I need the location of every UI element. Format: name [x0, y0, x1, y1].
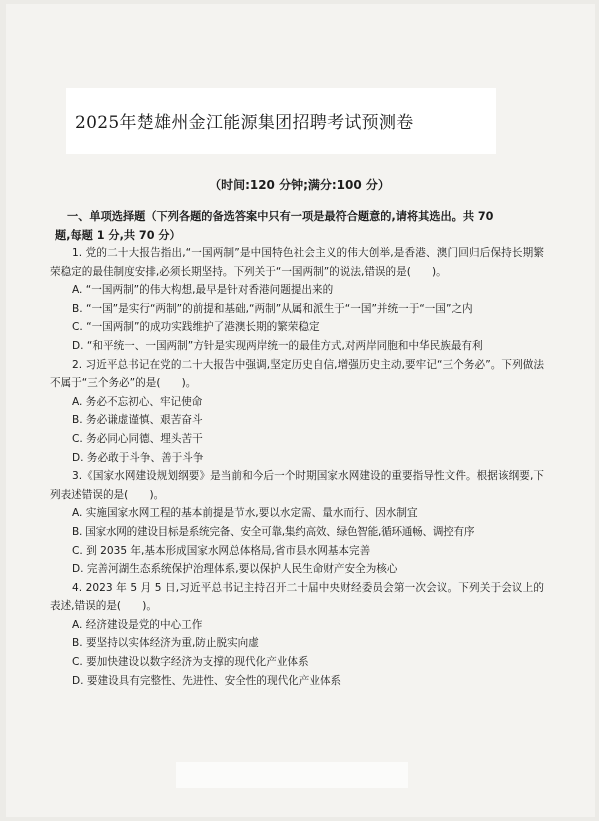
footer-blank-area [176, 762, 408, 788]
question-stem: 3.《国家水网建设规划纲要》是当前和今后一个时期国家水网建设的重要指导性文件。根据该纲要,下列表述错误的是( )。 [50, 470, 544, 501]
section-heading [55, 207, 543, 245]
option-d: D. “和平统一、一国两制”方针是实现两岸统一的最佳方式,对两岸同胞和中华民族最有利 [72, 339, 483, 352]
option-b: B. 国家水网的建设目标是系统完备、安全可靠,集约高效、绿色智能,循环通畅、调控有序 [72, 525, 475, 538]
option-c: C. 要加快建设以数字经济为支撑的现代化产业体系 [72, 656, 309, 669]
option-b: B. 要坚持以实体经济为重,防止脱实向虚 [72, 637, 259, 650]
option-b: B. 务必谦虚谨慎、艰苦奋斗 [72, 414, 203, 427]
option-a: A. “一国两制”的伟大构想,最早是针对香港问题提出来的 [72, 284, 334, 297]
option-c: C. 到 2035 年,基本形成国家水网总体格局,省市县水网基本完善 [72, 544, 371, 557]
question-stem: 4. 2023 年 5 月 5 日,习近平总书记主持召开二十届中央财经委员会第一次会议。下列关于会议上的表述,错误的是( )。 [50, 581, 544, 613]
page-title: 2025年楚雄州金江能源集团招聘考试预测卷 [75, 113, 414, 133]
question-list [50, 244, 544, 690]
question-stem: 1. 党的二十大报告指出,“一国两制”是中国特色社会主义的伟大创举,是香港、澳门回归后保持长期繁荣稳定的最佳制度安排,必须长期坚持。下列关于“一国两制”的说法,错误的是( )。 [50, 247, 544, 278]
option-a: A. 实施国家水网工程的基本前提是节水,要以水定需、量水而行、因水制宜 [72, 507, 418, 520]
exam-time-score: （时间:120 分钟;满分:100 分） [209, 178, 390, 192]
section-heading-line1: 一、单项选择题（下列各题的备选答案中只有一项是最符合题意的,请将其选出。共 70 [67, 210, 494, 223]
option-d: D. 务必敢于斗争、善于斗争 [72, 451, 204, 464]
option-c: C. “一国两制”的成功实践维护了港澳长期的繁荣稳定 [72, 321, 320, 334]
option-c: C. 务必同心同德、埋头苦干 [72, 432, 203, 445]
option-d: D. 完善河湖生态系统保护治理体系,要以保护人民生命财产安全为核心 [72, 563, 398, 576]
question-4 [50, 579, 544, 691]
option-d: D. 要建设具有完整性、先进性、安全性的现代化产业体系 [72, 674, 342, 687]
question-3 [50, 467, 544, 579]
option-a: A. 务必不忘初心、牢记使命 [72, 395, 203, 408]
question-stem: 2. 习近平总书记在党的二十大报告中强调,坚定历史自信,增强历史主动,要牢记“三个务必”。下列做法不属于“三个务必”的是( )。 [50, 358, 544, 390]
section-heading-line2: 题,每题 1 分,共 70 分） [55, 229, 181, 242]
option-b: B. “一国”是实行“两制”的前提和基础,“两制”从属和派生于“一国”并统一于“一国”之内 [72, 302, 473, 315]
question-2 [50, 356, 544, 468]
question-1 [50, 244, 544, 356]
option-a: A. 经济建设是党的中心工作 [72, 618, 203, 631]
